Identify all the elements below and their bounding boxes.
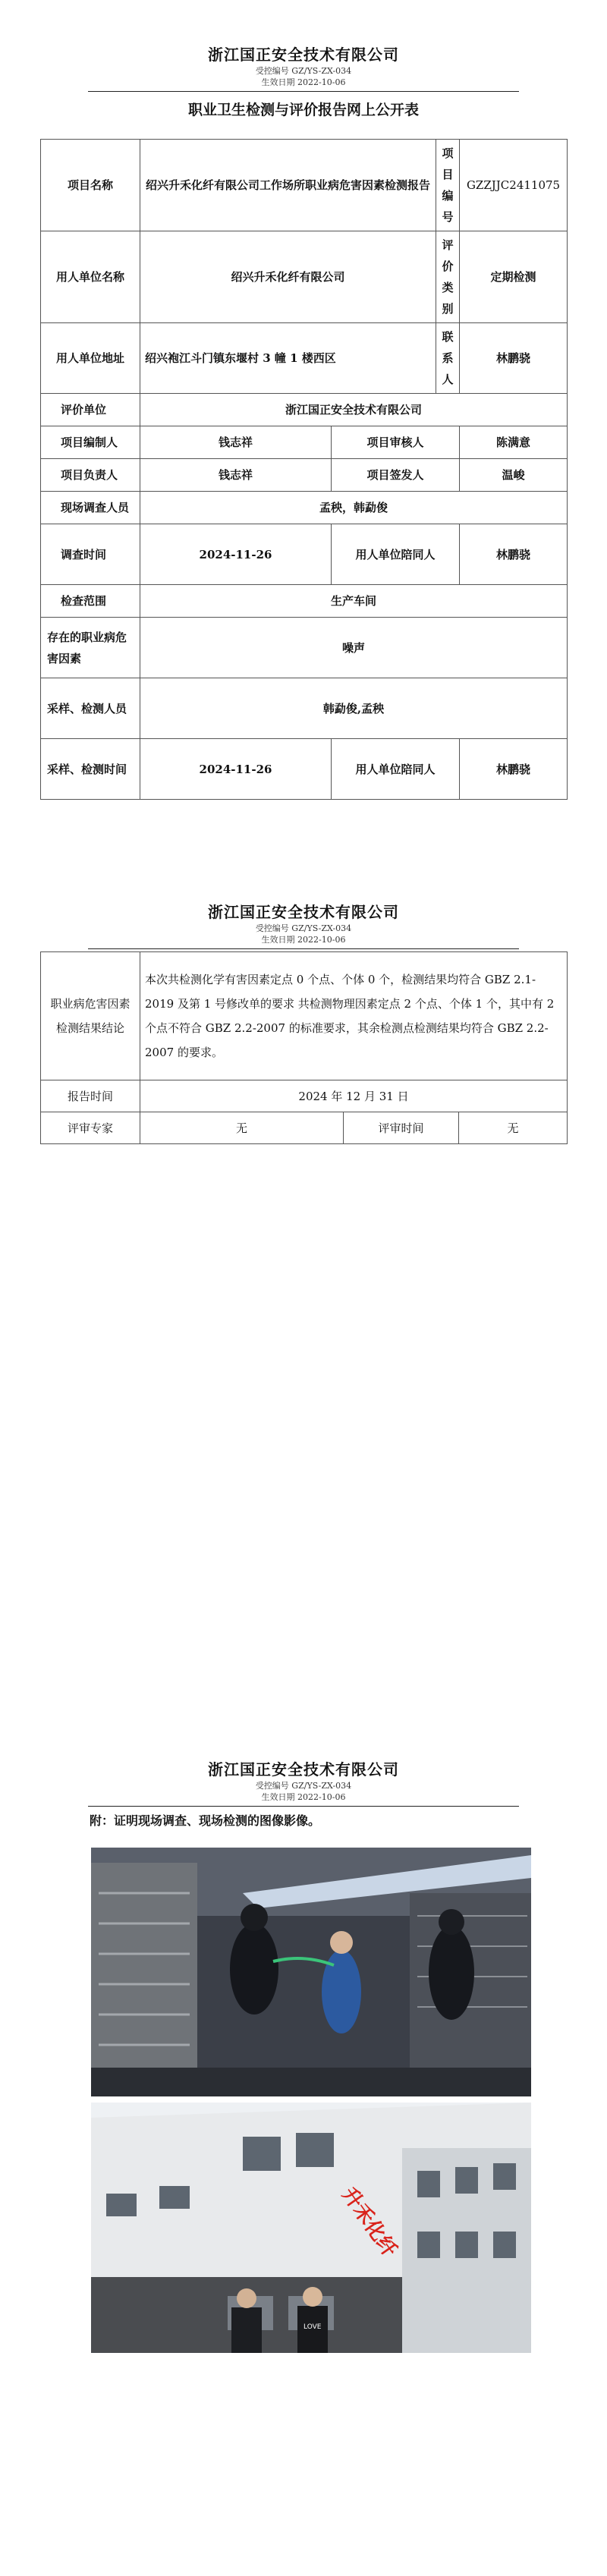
control-number: 受控编号 GZ/YS-ZX-034	[255, 923, 352, 933]
table-row	[41, 140, 568, 231]
employer-value: 绍兴升禾化纤有限公司	[140, 231, 436, 323]
sample-time-value: 2024-11-26	[140, 739, 332, 800]
compiler-value: 钱志祥	[140, 426, 332, 459]
table-row	[41, 678, 568, 739]
address-label: 用人单位地址	[41, 323, 140, 394]
page-2	[0, 857, 607, 1715]
table-row	[41, 585, 568, 618]
issuer-label: 项目签发人	[332, 459, 460, 492]
manager-value: 钱志祥	[140, 459, 332, 492]
project-name-value: 绍兴升禾化纤有限公司工作场所职业病危害因素检测报告	[140, 140, 436, 231]
result-value: 本次共检测化学有害因素定点 0 个点、个体 0 个，检测结果均符合 GBZ 2.1-2019 及第 1 号修改单的要求 共检测物理因素定点 2 个点、个体 1 个，其中有 2 个点不符合 GBZ 2.2-2007 的标准要求，其余检测点检测结果均符合 GBZ 2.2-2007 的要求。	[140, 952, 568, 1080]
table-row	[41, 618, 568, 678]
header-divider	[88, 1806, 519, 1807]
report-time-label: 报告时间	[41, 1080, 140, 1112]
escort-label: 用人单位陪同人	[332, 524, 460, 585]
investigators-label: 现场调查人员	[41, 492, 140, 524]
table-row	[41, 739, 568, 800]
expert-label: 评审专家	[41, 1112, 140, 1144]
project-name-label: 项目名称	[41, 140, 140, 231]
table-row	[41, 394, 568, 426]
eval-type-value: 定期检测	[460, 231, 568, 323]
reviewer-value: 陈满意	[460, 426, 568, 459]
manager-label: 项目负责人	[41, 459, 140, 492]
table-row	[41, 492, 568, 524]
scope-value: 生产车间	[140, 585, 568, 618]
project-no-value: GZZJJC2411075	[460, 140, 568, 231]
page-title: 职业卫生检测与评价报告网上公开表	[187, 102, 419, 118]
escort-value: 林鹏骁	[460, 524, 568, 585]
company-header: 浙江国正安全技术有限公司	[208, 903, 399, 921]
expert-value: 无	[140, 1112, 344, 1144]
company-header: 浙江国正安全技术有限公司	[208, 46, 399, 64]
company-header: 浙江国正安全技术有限公司	[208, 1760, 399, 1779]
report-time-value: 2024 年 12 月 31 日	[140, 1080, 568, 1112]
header-divider	[88, 91, 519, 92]
table-row	[41, 231, 568, 323]
contact-value: 林鹏骁	[460, 323, 568, 394]
reviewer-label: 项目审核人	[332, 426, 460, 459]
employer-label: 用人单位名称	[41, 231, 140, 323]
evaluator-label: 评价单位	[41, 394, 140, 426]
table-row	[41, 524, 568, 585]
review-time-value: 无	[459, 1112, 568, 1144]
disclosure-table	[40, 139, 568, 800]
issuer-value: 温峻	[460, 459, 568, 492]
investigators-value: 孟秧，韩勐俊	[140, 492, 568, 524]
compiler-label: 项目编制人	[41, 426, 140, 459]
scope-label: 检查范围	[41, 585, 140, 618]
contact-label: 联系人	[436, 323, 460, 394]
header-divider	[88, 948, 519, 949]
factory-sign: 升禾化纤	[337, 2183, 401, 2262]
escort2-value: 林鹏骁	[460, 739, 568, 800]
table-row	[41, 1080, 568, 1112]
control-number: 受控编号 GZ/YS-ZX-034	[255, 66, 352, 76]
hazards-label: 存在的职业病危害因素	[41, 618, 140, 678]
survey-time-value: 2024-11-26	[140, 524, 332, 585]
table-row	[41, 1112, 568, 1144]
result-label: 职业病危害因素检测结果结论	[41, 952, 140, 1080]
samplers-label: 采样、检测人员	[41, 678, 140, 739]
control-number: 受控编号 GZ/YS-ZX-034	[255, 1781, 352, 1791]
table-row	[41, 426, 568, 459]
eval-type-label: 评价类别	[436, 231, 460, 323]
shirt-print: LOVE	[304, 2323, 322, 2331]
evaluator-value: 浙江国正安全技术有限公司	[140, 394, 568, 426]
effective-date: 生效日期 2022-10-06	[261, 1792, 346, 1802]
effective-date: 生效日期 2022-10-06	[261, 77, 346, 87]
project-no-label: 项目编号	[436, 140, 460, 231]
hazards-value: 噪声	[140, 618, 568, 678]
table-row	[41, 323, 568, 394]
attachment-note: 附：证明现场调查、现场检测的图像影像。	[90, 1813, 321, 1828]
survey-time-label: 调查时间	[41, 524, 140, 585]
address-value: 绍兴袍江斗门镇东堰村 3 幢 1 楼西区	[140, 323, 436, 394]
table-row	[41, 952, 568, 1080]
site-survey-photo	[91, 1848, 531, 2096]
table-row	[41, 459, 568, 492]
review-time-label: 评审时间	[344, 1112, 459, 1144]
page-1	[0, 0, 607, 857]
result-table	[40, 951, 568, 1144]
sample-time-label: 采样、检测时间	[41, 739, 140, 800]
site-exterior-photo	[91, 2103, 531, 2353]
escort2-label: 用人单位陪同人	[332, 739, 460, 800]
samplers-value: 韩勐俊,孟秧	[140, 678, 568, 739]
page-3	[0, 1715, 607, 2576]
effective-date: 生效日期 2022-10-06	[261, 935, 346, 945]
